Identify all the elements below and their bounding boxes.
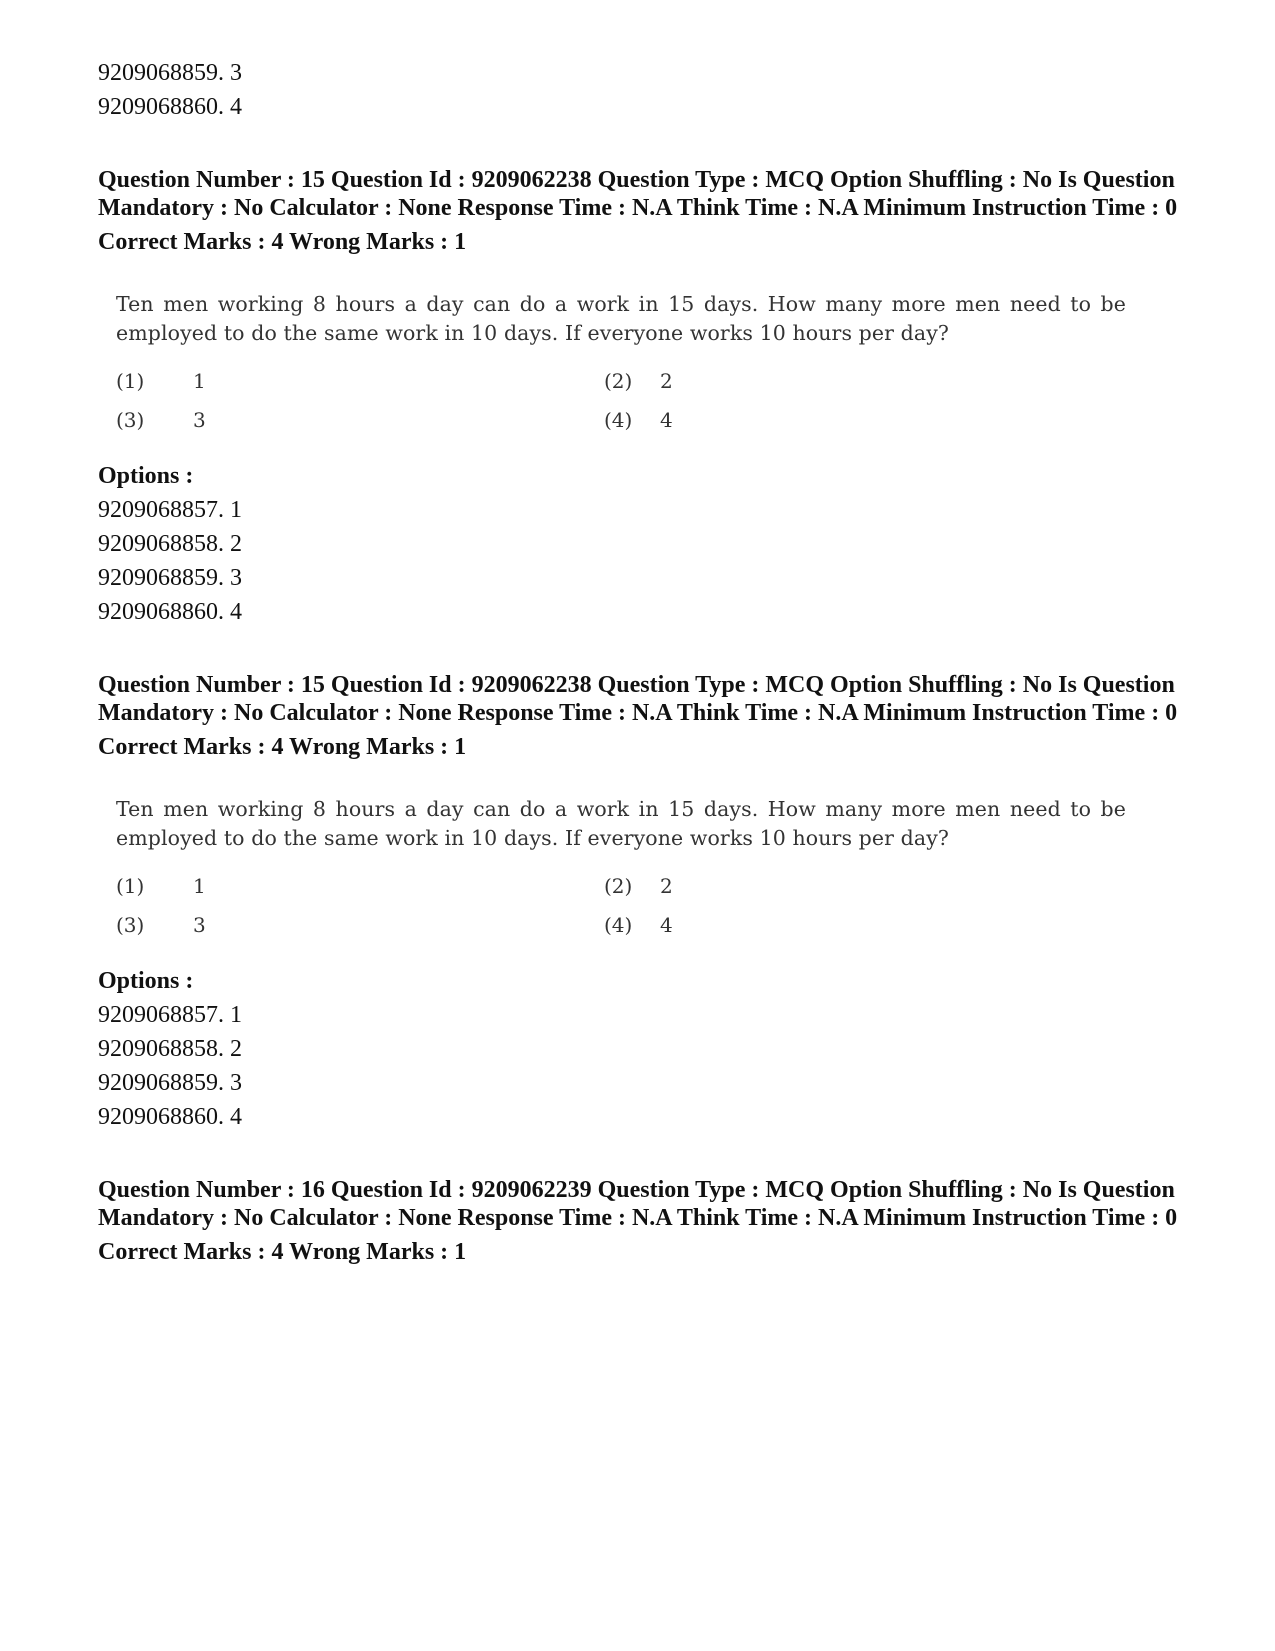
options-heading: Options : <box>98 968 194 994</box>
question-meta: Question Number : 15 Question Id : 9209062238 Question Type : MCQ Option Shuffling : No Is Question Mandatory : No Calculator : None Response Time : N.A Think Time : N.A Minimum Instruction Time : 0 <box>98 167 1178 221</box>
option-line: 9209068860. 4 <box>98 599 242 625</box>
option-line: 9209068859. 3 <box>98 565 242 591</box>
options-list <box>98 998 1178 1134</box>
options-list <box>98 493 1178 629</box>
question-image <box>116 795 1126 940</box>
option-line: 9209068860. 4 <box>98 94 242 120</box>
question-meta: Question Number : 15 Question Id : 9209062238 Question Type : MCQ Option Shuffling : No Is Question Mandatory : No Calculator : None Response Time : N.A Think Time : N.A Minimum Instruction Time : 0 <box>98 672 1178 726</box>
question-choices <box>116 366 1126 435</box>
choice-3 <box>116 405 604 435</box>
choice-value: 1 <box>193 369 206 393</box>
question-marks: Correct Marks : 4 Wrong Marks : 1 <box>98 734 467 760</box>
question-text: Ten men working 8 hours a day can do a work in 15 days. How many more men need to be employed to do the same work in 10 days. If everyone works 10 hours per day? <box>116 797 1126 850</box>
choice-value: 1 <box>193 874 206 898</box>
question-image <box>116 290 1126 435</box>
choice-number: (4) <box>604 408 633 432</box>
choice-number: (3) <box>116 913 145 937</box>
question-meta: Question Number : 16 Question Id : 9209062239 Question Type : MCQ Option Shuffling : No Is Question Mandatory : No Calculator : None Response Time : N.A Think Time : N.A Minimum Instruction Time : 0 <box>98 1177 1178 1231</box>
choice-2 <box>604 871 904 901</box>
choice-2 <box>604 366 904 396</box>
question-choices <box>116 871 1126 940</box>
choice-number: (2) <box>604 369 633 393</box>
choice-4 <box>604 910 904 940</box>
option-line: 9209068858. 2 <box>98 531 242 557</box>
option-line: 9209068860. 4 <box>98 1104 242 1130</box>
choice-number: (1) <box>116 874 145 898</box>
choice-number: (2) <box>604 874 633 898</box>
options-heading: Options : <box>98 463 194 489</box>
choice-value: 2 <box>660 874 673 898</box>
choice-4 <box>604 405 904 435</box>
question-marks: Correct Marks : 4 Wrong Marks : 1 <box>98 1239 467 1265</box>
choice-number: (3) <box>116 408 145 432</box>
option-line: 9209068857. 1 <box>98 1002 242 1028</box>
choice-number: (1) <box>116 369 145 393</box>
choice-value: 2 <box>660 369 673 393</box>
choice-3 <box>116 910 604 940</box>
choice-value: 3 <box>193 913 206 937</box>
previous-options-list <box>98 56 1178 124</box>
option-line: 9209068859. 3 <box>98 60 242 86</box>
question-block-2 <box>98 671 1178 1134</box>
choice-value: 3 <box>193 408 206 432</box>
choice-value: 4 <box>660 913 673 937</box>
option-line: 9209068859. 3 <box>98 1070 242 1096</box>
document-page <box>98 56 1178 1266</box>
choice-value: 4 <box>660 408 673 432</box>
question-block-1 <box>98 166 1178 629</box>
option-line: 9209068857. 1 <box>98 497 242 523</box>
choice-1 <box>116 871 604 901</box>
option-line: 9209068858. 2 <box>98 1036 242 1062</box>
question-text: Ten men working 8 hours a day can do a work in 15 days. How many more men need to be employed to do the same work in 10 days. If everyone works 10 hours per day? <box>116 292 1126 345</box>
choice-number: (4) <box>604 913 633 937</box>
question-block-3 <box>98 1176 1178 1266</box>
question-marks: Correct Marks : 4 Wrong Marks : 1 <box>98 229 467 255</box>
choice-1 <box>116 366 604 396</box>
